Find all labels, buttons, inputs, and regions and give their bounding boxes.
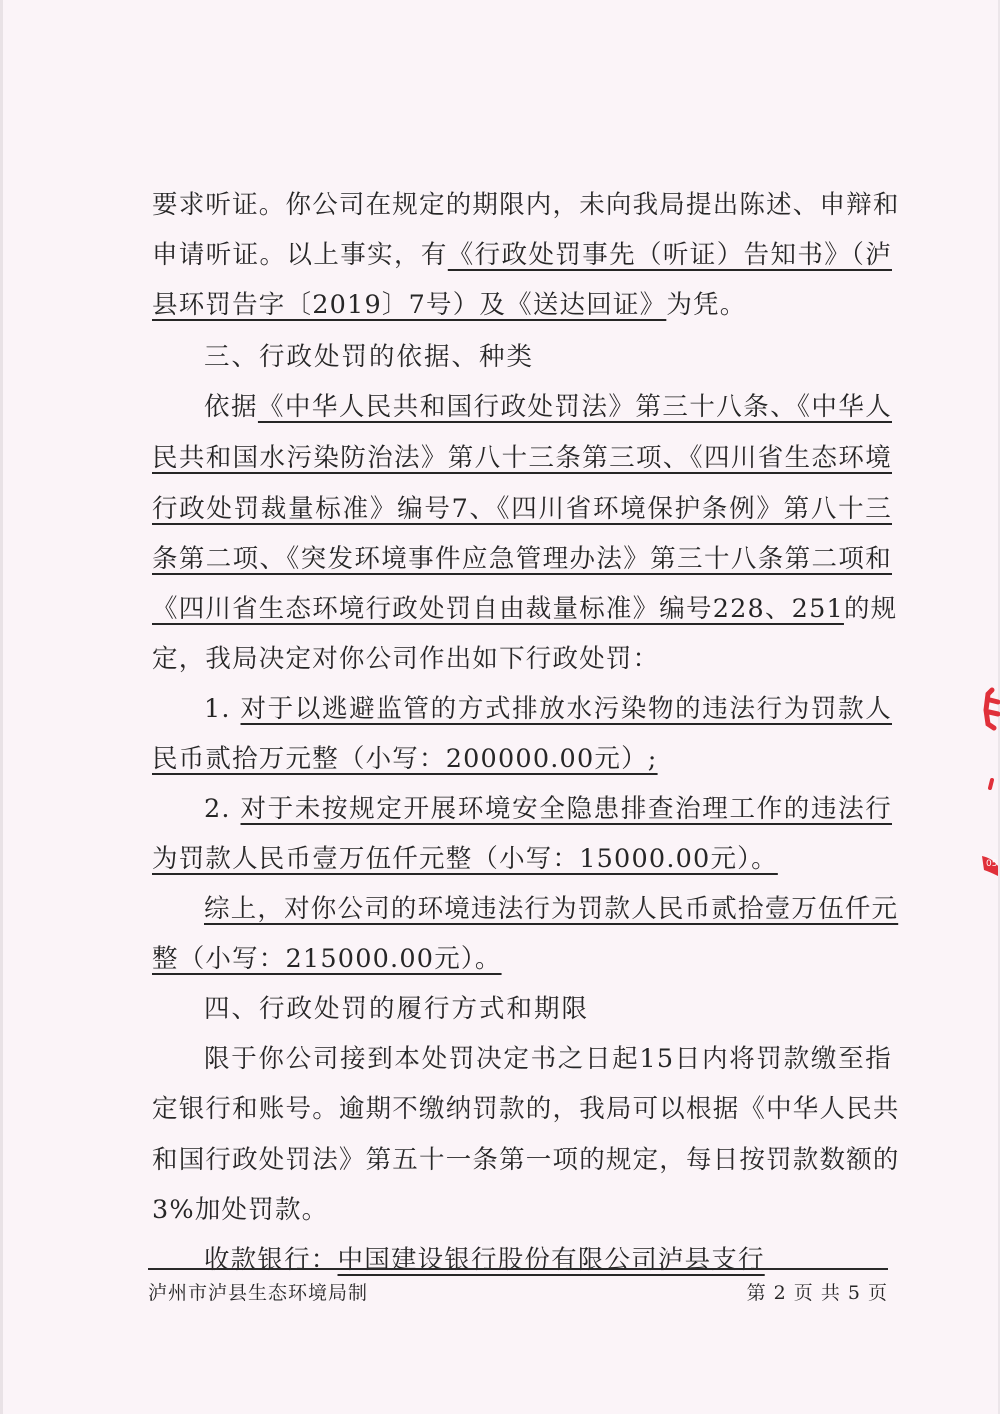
penalty-item-1-cont: 民币贰拾万元整（小写：200000.00元）;	[152, 744, 658, 774]
underlined-citation: 《中华人民共和国行政处罚法》第三十八条、《中华人	[257, 392, 892, 422]
footer-page-number: 第 2 页 共 5 页	[746, 1282, 888, 1304]
body-line: 3%加处罚款。	[152, 1195, 329, 1225]
svg-text:05: 05	[986, 859, 998, 869]
underlined-citation: 民共和国水污染防治法》第八十三条第三项、《四川省生态环境	[152, 443, 892, 473]
body-line	[152, 542, 892, 576]
underlined-citation: 《四川省生态环境行政处罚自由裁量标准》编号228、251	[152, 594, 844, 624]
footer-issuer: 泸州市泸县生态环境局制	[148, 1282, 369, 1304]
body-line: 和国行政处罚法》第五十一条第一项的规定，每日按罚款数额的	[152, 1145, 900, 1175]
body-line: 《四川省生态环境行政处罚自由裁量标准》编号228、251的规	[152, 594, 898, 624]
section-heading-4: 四、行政处罚的履行方式和期限	[204, 994, 590, 1024]
body-line: 定银行和账号。逾期不缴纳罚款的，我局可以根据《中华人民共	[152, 1094, 900, 1124]
section-heading-3: 三、行政处罚的依据、种类	[204, 342, 535, 372]
body-line	[152, 492, 892, 526]
bank-name: 中国建设银行股份有限公司泸县支行	[337, 1245, 765, 1275]
body-line: 县环罚告字〔2019〕7号）及《送达回证》为凭。	[152, 290, 747, 320]
penalty-item-1: 1. 对于以逃避监管的方式排放水污染物的违法行为罚款人	[204, 694, 892, 724]
body-line: 申请听证。以上事实，有《行政处罚事先（听证）告知书》（泸	[152, 240, 892, 270]
seal-stamp-fragment	[962, 680, 1000, 890]
underlined-citation: 县环罚告字〔2019〕7号）及《送达回证》	[152, 290, 667, 320]
body-line: 限于你公司接到本处罚决定书之日起15日内将罚款缴至指	[204, 1044, 892, 1074]
footer-divider	[148, 1268, 888, 1270]
penalty-item-2-cont: 为罚款人民币壹万伍仟元整（小写：15000.00元）。	[152, 844, 778, 874]
body-line: 要求听证。你公司在规定的期限内，未向我局提出陈述、申辩和	[152, 190, 900, 220]
body-line: 定，我局决定对你公司作出如下行政处罚：	[152, 644, 660, 674]
bank-line	[204, 1243, 892, 1277]
penalty-summary: 综上，对你公司的环境违法行为罚款人民币贰拾壹万伍仟元	[204, 894, 899, 924]
underlined-citation: 行政处罚裁量标准》编号7、《四川省环境保护条例》第八十三	[152, 494, 892, 524]
penalty-summary-cont: 整（小写：215000.00元）。	[152, 944, 502, 974]
bank-label: 收款银行：	[204, 1245, 338, 1275]
body-line	[152, 441, 892, 475]
underlined-citation: 条第二项、《突发环境事件应急管理办法》第三十八条第二项和	[152, 544, 892, 574]
underlined-citation: 《行政处罚事先（听证）告知书》（泸	[447, 240, 892, 270]
penalty-item-2: 2. 对于未按规定开展环境安全隐患排查治理工作的违法行	[204, 794, 892, 824]
body-line: 依据《中华人民共和国行政处罚法》第三十八条、《中华人	[204, 392, 892, 422]
